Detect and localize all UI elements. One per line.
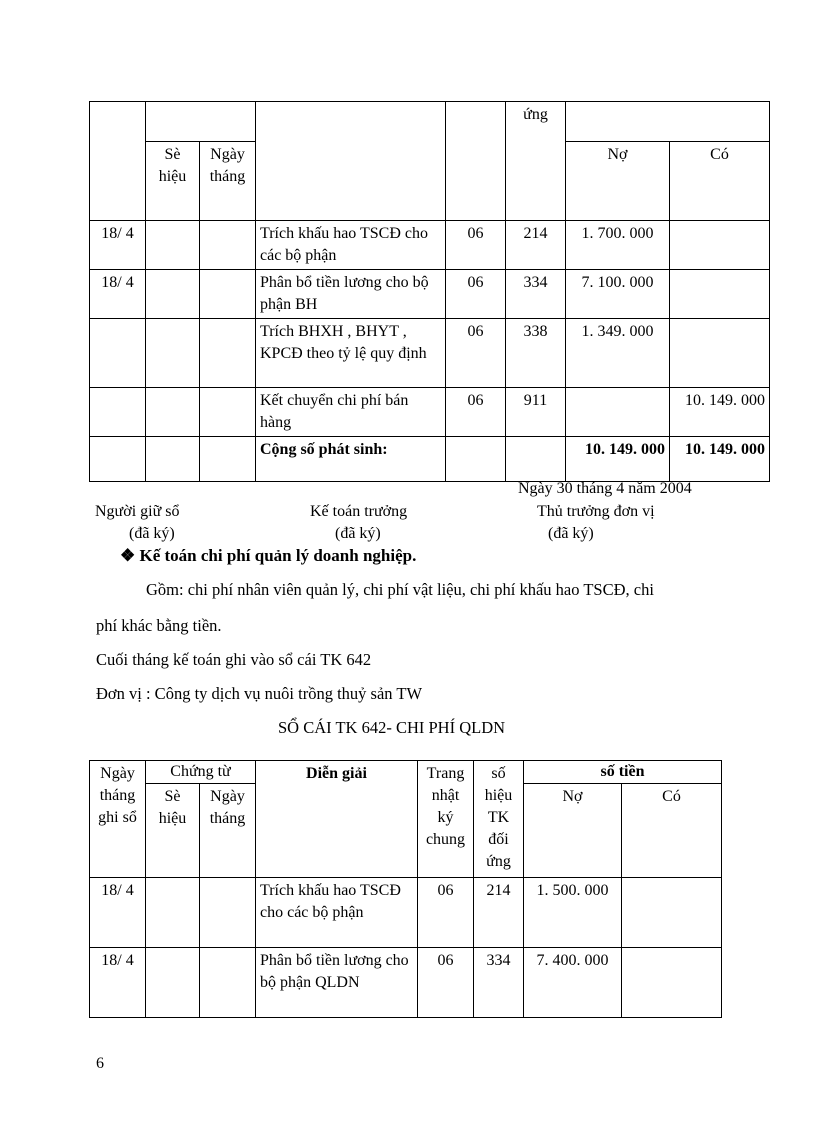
table-row: 18/ 4 Trích khấu hao TSCĐ cho các bộ phận 06 214 1. 500. 000 bbox=[90, 878, 722, 948]
diamond-bullet-icon: ❖ bbox=[120, 546, 136, 565]
total-credit: 10. 149. 000 bbox=[670, 437, 770, 482]
sales-expense-ledger-table bbox=[89, 101, 770, 482]
paragraph-line: phí khác bằng tiền. bbox=[96, 616, 222, 635]
table-header-row bbox=[90, 102, 770, 142]
signature-head-title: Thủ trưởng đơn vị bbox=[537, 503, 655, 520]
debit-header: Nợ bbox=[566, 142, 670, 221]
credit-header: Có bbox=[670, 142, 770, 221]
unit-line: Đơn vị : Công ty dịch vụ nuôi trồng thuỷ sản TW bbox=[96, 684, 423, 703]
signature-accountant-signed: (đã ký) bbox=[335, 525, 381, 542]
account-header-cont: ứng bbox=[506, 102, 566, 221]
paragraph-line: Gồm: chi phí nhân viên quản lý, chi phí vật liệu, chi phí khấu hao TSCĐ, chi bbox=[146, 580, 654, 599]
account-no-header: số hiệu TK đối ứng bbox=[474, 761, 524, 878]
admin-expense-ledger-table bbox=[89, 760, 722, 1018]
description-header: Diễn giải bbox=[256, 761, 418, 878]
section-heading-text: Kế toán chi phí quản lý doanh nghiệp. bbox=[139, 546, 417, 565]
voucher-header: Chứng từ bbox=[146, 761, 256, 784]
doc-no-header: Sè hiệu bbox=[146, 784, 200, 878]
total-debit: 10. 149. 000 bbox=[566, 437, 670, 482]
table-row: Kết chuyển chi phí bán hàng 06 911 10. 149. 000 bbox=[90, 388, 770, 437]
table-header-row bbox=[90, 761, 722, 784]
date-recorded-header: Ngày tháng ghi sổ bbox=[90, 761, 146, 878]
signature-keeper-title: Người giữ sổ bbox=[95, 503, 180, 520]
table-row: 18/ 4 Phân bổ tiền lương cho bộ phận QLDN 06 334 7. 400. 000 bbox=[90, 948, 722, 1018]
total-row bbox=[90, 437, 770, 482]
signature-head-signed: (đã ký) bbox=[548, 525, 594, 542]
total-label: Cộng số phát sinh: bbox=[256, 437, 446, 482]
debit-header: Nợ bbox=[524, 784, 622, 878]
doc-date-header: Ngày tháng bbox=[200, 142, 256, 221]
page-number: 6 bbox=[96, 1055, 104, 1072]
date-line: Ngày 30 tháng 4 năm 2004 bbox=[518, 480, 692, 497]
journal-page-header: Trang nhật ký chung bbox=[418, 761, 474, 878]
amount-header: số tiền bbox=[524, 761, 722, 784]
credit-header: Có bbox=[622, 784, 722, 878]
ledger-title: SỔ CÁI TK 642- CHI PHÍ QLDN bbox=[278, 718, 506, 737]
paragraph: Cuối tháng kế toán ghi vào sổ cái TK 642 bbox=[96, 650, 372, 669]
doc-no-header: Sè hiệu bbox=[146, 142, 200, 221]
table-row: 18/ 4 Phân bổ tiền lương cho bộ phận BH 06 334 7. 100. 000 bbox=[90, 270, 770, 319]
signature-accountant-title: Kế toán trưởng bbox=[310, 503, 408, 520]
table-row: Trích BHXH , BHYT , KPCĐ theo tỷ lệ quy định 06 338 1. 349. 000 bbox=[90, 319, 770, 388]
signature-keeper-signed: (đã ký) bbox=[129, 525, 175, 542]
table-row: 18/ 4 Trích khấu hao TSCĐ cho các bộ phận 06 214 1. 700. 000 bbox=[90, 221, 770, 270]
section-heading bbox=[120, 546, 416, 566]
doc-date-header: Ngày tháng bbox=[200, 784, 256, 878]
